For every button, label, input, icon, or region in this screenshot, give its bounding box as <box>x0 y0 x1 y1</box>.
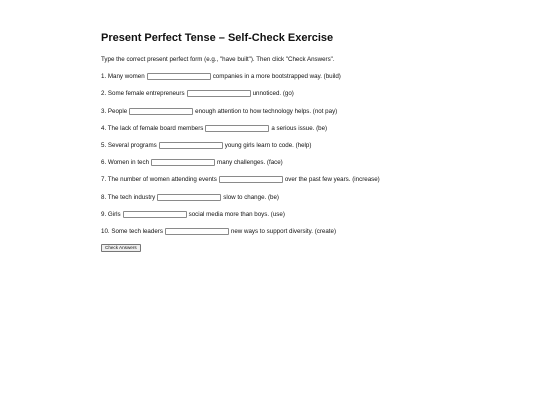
instructions-text: Type the correct present perfect form (e.g., "have built"). Then click "Check Answers". <box>101 56 335 63</box>
answer-input-8[interactable] <box>157 194 221 201</box>
check-answers-button[interactable]: Check Answers <box>101 244 141 252</box>
answer-input-6[interactable] <box>151 159 215 166</box>
exercise-item-9 <box>101 210 521 219</box>
item-prompt-after: many challenges. (face) <box>217 159 283 167</box>
answer-input-5[interactable] <box>159 142 223 149</box>
item-prompt-before: 5. Several programs <box>101 141 157 149</box>
answer-input-7[interactable] <box>219 176 283 183</box>
item-prompt-after: enough attention to how technology helps. (not pay) <box>195 107 338 115</box>
item-prompt-after: young girls learn to code. (help) <box>224 141 312 149</box>
item-prompt-before: 6. Women in tech <box>101 159 150 167</box>
item-prompt-after: a serious issue. (be) <box>271 124 328 132</box>
item-prompt-before: 4. The lack of female board members <box>101 124 204 132</box>
exercise-item-6 <box>101 158 521 167</box>
answer-input-4[interactable] <box>205 125 269 132</box>
item-prompt-after: new ways to support diversity. (create) <box>230 227 337 235</box>
exercise-item-2 <box>101 89 521 98</box>
item-prompt-after: companies in a more bootstrapped way. (build) <box>212 73 341 81</box>
exercise-item-3 <box>101 107 521 116</box>
answer-input-1[interactable] <box>147 73 211 80</box>
item-prompt-before: 8. The tech industry <box>101 193 156 201</box>
exercise-item-1 <box>101 72 521 81</box>
answer-input-3[interactable] <box>129 108 193 115</box>
exercise-item-4 <box>101 124 521 133</box>
exercise-page <box>101 30 521 254</box>
item-prompt-before: 3. People <box>101 107 128 115</box>
item-prompt-after: unnoticed. (go) <box>252 90 294 98</box>
item-prompt-before: 9. Girls <box>101 210 121 218</box>
item-prompt-after: social media more than boys. (use) <box>188 210 285 218</box>
exercise-item-5 <box>101 141 521 150</box>
item-prompt-after: slow to change. (be) <box>223 193 279 201</box>
item-prompt-before: 2. Some female entrepreneurs <box>101 90 185 98</box>
item-prompt-before: 10. Some tech leaders <box>101 227 163 235</box>
item-prompt-after: over the past few years. (increase) <box>284 176 380 184</box>
answer-input-9[interactable] <box>123 211 187 218</box>
item-prompt-before: 1. Many women <box>101 73 145 81</box>
exercise-item-7 <box>101 175 521 184</box>
answer-input-10[interactable] <box>165 228 229 235</box>
exercise-item-8 <box>101 193 521 202</box>
item-prompt-before: 7. The number of women attending events <box>101 176 217 184</box>
exercise-item-10 <box>101 227 521 236</box>
page-title: Present Perfect Tense – Self-Check Exercise <box>101 32 334 44</box>
answer-input-2[interactable] <box>187 90 251 97</box>
